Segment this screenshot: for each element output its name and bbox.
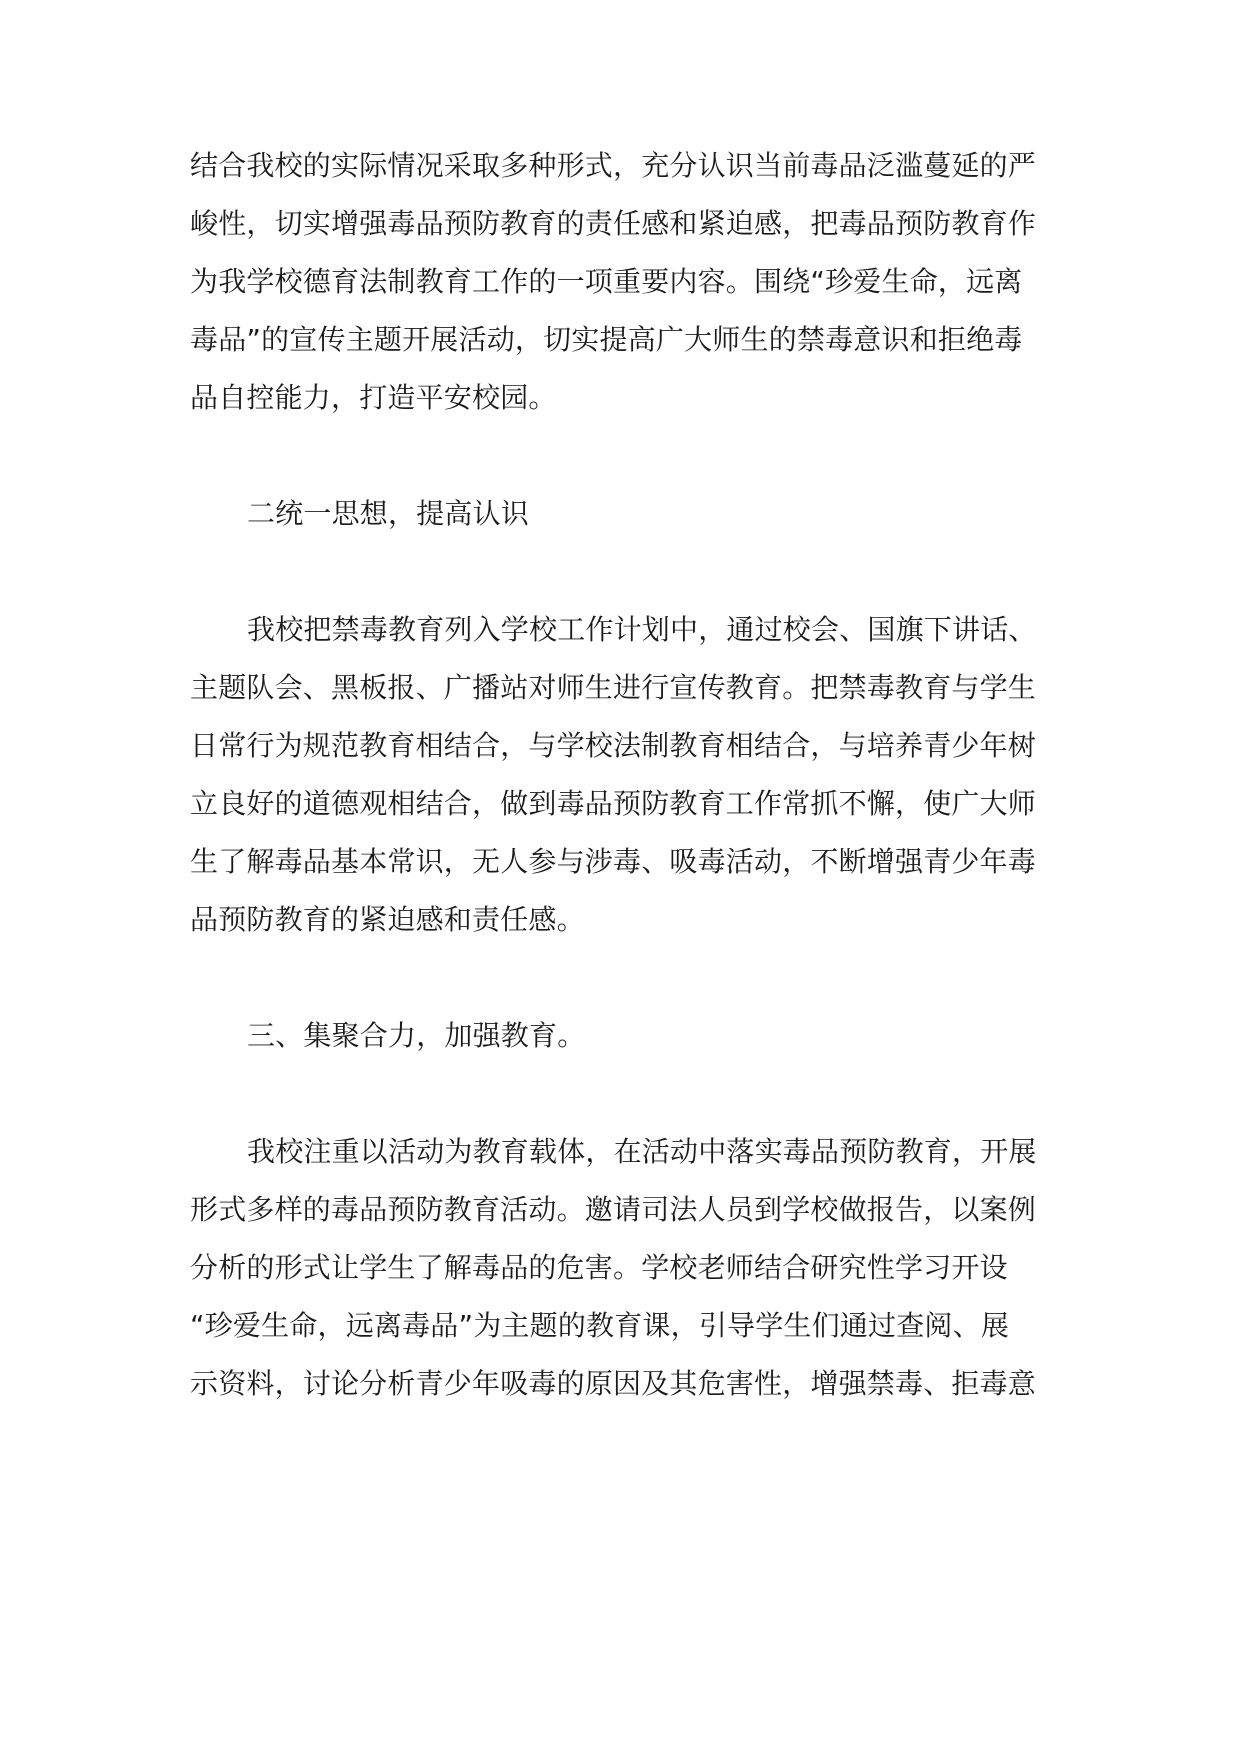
paragraph-3-line-4: 立良好的道德观相结合，做到毒品预防教育工作常抓不懈，使广大师 <box>190 787 1037 820</box>
paragraph-1-line-4: 毒品”的宣传主题开展活动，切实提高广大师生的禁毒意识和拒绝毒 <box>190 323 1023 356</box>
paragraph-1-line-1: 结合我校的实际情况采取多种形式，充分认识当前毒品泛滥蔓延的严 <box>190 149 1037 182</box>
paragraph-5-line-2: 形式多样的毒品预防教育活动。邀请司法人员到学校做报告，以案例 <box>190 1193 1037 1226</box>
paragraph-5-line-1: 我校注重以活动为教育载体，在活动中落实毒品预防教育，开展 <box>247 1135 1037 1168</box>
section-heading-3: 三、集聚合力，加强教育。 <box>247 1019 586 1052</box>
paragraph-5-line-3: 分析的形式让学生了解毒品的危害。学校老师结合研究性学习开设 <box>190 1251 1008 1284</box>
paragraph-1-line-5: 品自控能力，打造平安校园。 <box>190 381 557 414</box>
paragraph-3-line-5: 生了解毒品基本常识，无人参与涉毒、吸毒活动，不断增强青少年毒 <box>190 845 1037 878</box>
paragraph-3-line-3: 日常行为规范教育相结合，与学校法制教育相结合，与培养青少年树 <box>190 729 1037 762</box>
paragraph-1-line-3: 为我学校德育法制教育工作的一项重要内容。围绕“珍爱生命，远离 <box>190 265 1023 298</box>
section-heading-2: 二统一思想，提高认识 <box>247 497 530 530</box>
paragraph-3-line-2: 主题队会、黑板报、广播站对师生进行宣传教育。把禁毒教育与学生 <box>190 671 1037 704</box>
paragraph-3-line-6: 品预防教育的紧迫感和责任感。 <box>190 903 585 936</box>
paragraph-5-line-5: 示资料，讨论分析青少年吸毒的原因及其危害性，增强禁毒、拒毒意 <box>190 1367 1037 1400</box>
paragraph-1-line-2: 峻性，切实增强毒品预防教育的责任感和紧迫感，把毒品预防教育作 <box>190 207 1037 240</box>
paragraph-3-line-1: 我校把禁毒教育列入学校工作计划中，通过校会、国旗下讲话、 <box>247 613 1037 646</box>
paragraph-5-line-4: “珍爱生命，远离毒品”为主题的教育课，引导学生们通过查阅、展 <box>190 1309 1010 1342</box>
